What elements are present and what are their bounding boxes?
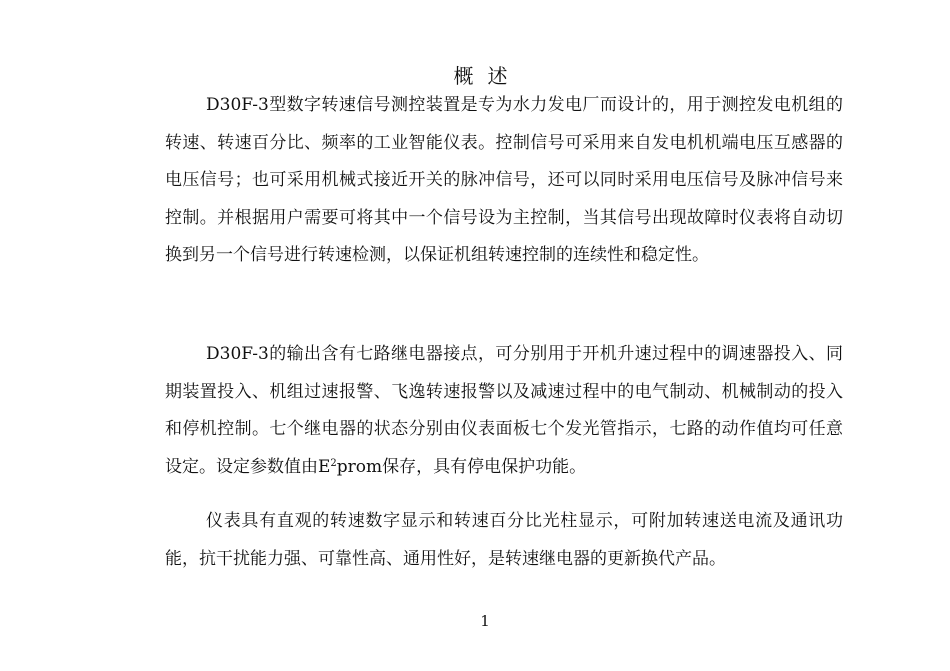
paragraph-relay-outputs — [165, 336, 843, 486]
eeprom-superscript: 2 — [330, 457, 337, 469]
page-title: 概述 — [453, 64, 522, 88]
paragraph-relay-outputs-text: D30F-3的输出含有七路继电器接点，可分别用于开机升速过程中的调速器投入、同期装置投入、机组过速报警、飞逸转速报警以及减速过程中的电气制动、机械制动的投入和停机控制。七个继电器的状态分别由仪表面板七个发光管指示，七路的动作值均可任意设定。设定参数值由 — [165, 344, 843, 477]
page-number: 1 — [480, 612, 490, 630]
paragraph-features: 仪表具有直观的转速数字显示和转速百分比光柱显示，可附加转速送电流及通讯功能，抗干扰能力强、可靠性高、通用性好，是转速继电器的更新换代产品。 — [165, 511, 843, 569]
eeprom-rest: prom保存，具有停电保护功能。 — [336, 456, 587, 477]
paragraph-overview: D30F-3型数字转速信号测控装置是专为水力发电厂而设计的，用于测控发电机组的转速、转速百分比、频率的工业智能仪表。控制信号可采用来自发电机机端电压互感器的电压信号；也可采用机械式接近开关的脉冲信号，还可以同时采用电压信号及脉冲信号来控制。并根据用户需要可将其中一个信号设为主控制，当其信号出现故障时仪表将自动切换到另一个信号进行转速检测，以保证机组转速控制的连续性和稳定性。 — [165, 95, 843, 265]
eeprom-base: E — [318, 456, 331, 477]
